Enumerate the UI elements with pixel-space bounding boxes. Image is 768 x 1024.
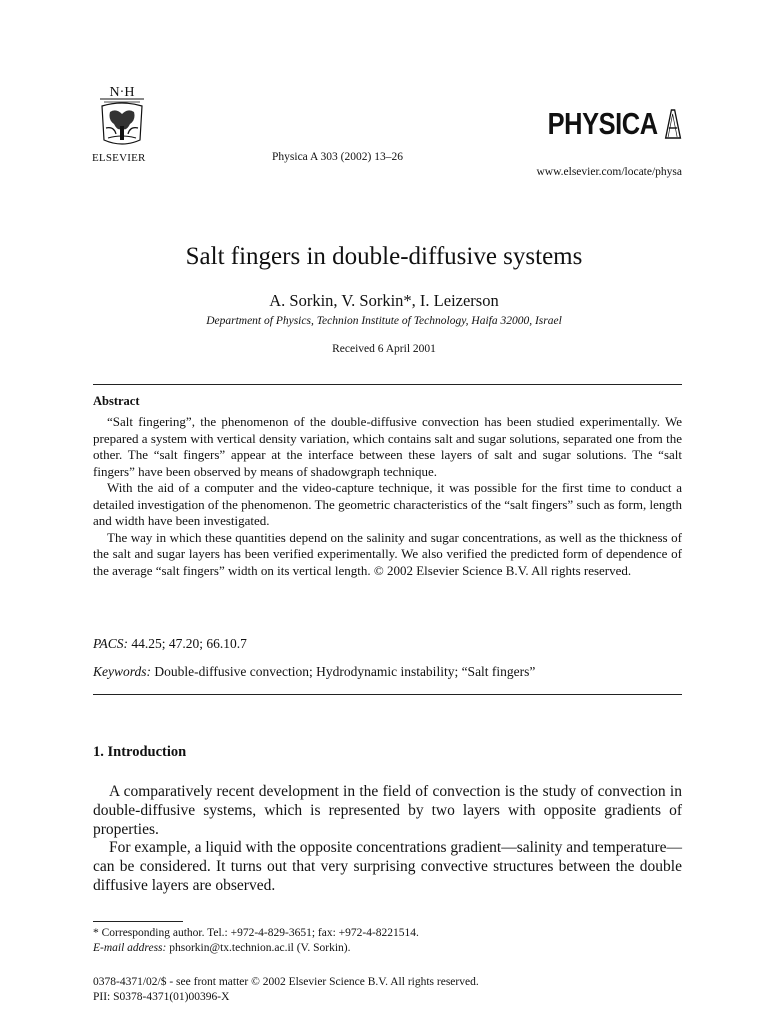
abstract-bottom-rule — [93, 694, 682, 695]
abstract-paragraph: The way in which these quantities depend on the salinity and sugar concentrations, as well as the thickness of the salt and sugar layers has been verified experimentally. We also verified the predicted form of dependence of the average “salt fingers” width on its vertical length. © 2002 Elsevier Science B.V. All rights reserved. — [93, 529, 682, 578]
article-authors: A. Sorkin, V. Sorkin*, I. Leizerson — [269, 291, 499, 310]
elsevier-logo — [92, 82, 152, 162]
pii-line: PII: S0378-4371(01)00396-X — [93, 991, 230, 1003]
journal-url[interactable]: www.elsevier.com/locate/physa — [536, 166, 682, 178]
email-address[interactable]: phsorkin@tx.technion.ac.il (V. Sorkin). — [169, 942, 351, 954]
elsevier-tree-logo-icon — [92, 82, 152, 154]
footnote-rule — [93, 921, 183, 922]
pacs-label: PACS: — [93, 636, 129, 651]
journal-letter-a-icon — [664, 109, 682, 139]
body-paragraph: For example, a liquid with the opposite concentrations gradient—salinity and temperature—can be considered. It turns out that very surprising convective structures between the double diffusive layers are observed. — [93, 839, 682, 894]
publisher-name: ELSEVIER — [92, 152, 146, 164]
corresponding-author-footnote: * Corresponding author. Tel.: +972-4-829-3651; fax: +972-4-8221514. — [93, 927, 419, 939]
journal-citation: Physica A 303 (2002) 13–26 — [272, 151, 403, 163]
pacs-value: 44.25; 47.20; 66.10.7 — [131, 636, 247, 651]
abstract-top-rule — [93, 384, 682, 385]
article-title: Salt fingers in double-diffusive systems — [185, 243, 583, 270]
received-date: Received 6 April 2001 — [332, 343, 436, 355]
introduction-body — [93, 783, 682, 896]
keywords-value: Double-diffusive convection; Hydrodynamic instability; “Salt fingers” — [154, 664, 536, 679]
body-paragraph: A comparatively recent development in the field of convection is the study of convection in double-diffusive systems, which is represented by two layers with opposite gradients of properties. — [93, 783, 682, 838]
abstract-heading: Abstract — [93, 394, 140, 408]
email-footnote — [93, 942, 351, 954]
section-heading: 1. Introduction — [93, 744, 187, 760]
journal-logo — [547, 106, 682, 142]
author-affiliation: Department of Physics, Technion Institute of Technology, Haifa 32000, Israel — [206, 315, 562, 327]
pacs-line — [93, 636, 247, 652]
keywords-line — [93, 664, 535, 680]
email-label: E-mail address: — [93, 942, 167, 954]
journal-name: PHYSICA — [547, 106, 658, 141]
abstract-paragraph: With the aid of a computer and the video-capture technique, it was possible for the first time to conduct a detailed investigation of the phenomenon. The geometric characteristics of the “salt fingers” such as form, length and width have been investigated. — [93, 480, 682, 528]
front-matter-line: 0378-4371/02/$ - see front matter © 2002 Elsevier Science B.V. All rights reserved. — [93, 976, 479, 988]
abstract-body — [93, 414, 682, 579]
keywords-label: Keywords: — [93, 664, 151, 679]
abstract-paragraph: “Salt fingering”, the phenomenon of the double-diffusive convection has been studied experimentally. We prepared a system with vertical density variation, which contains salt and sugar solutions, separated one from the other. The “salt fingers” appear at the interface between these layers of salt and sugar solutions. The “salt fingers” have been observed by means of shadowgraph technique. — [93, 414, 682, 479]
logo-monogram: N·H — [109, 85, 135, 100]
